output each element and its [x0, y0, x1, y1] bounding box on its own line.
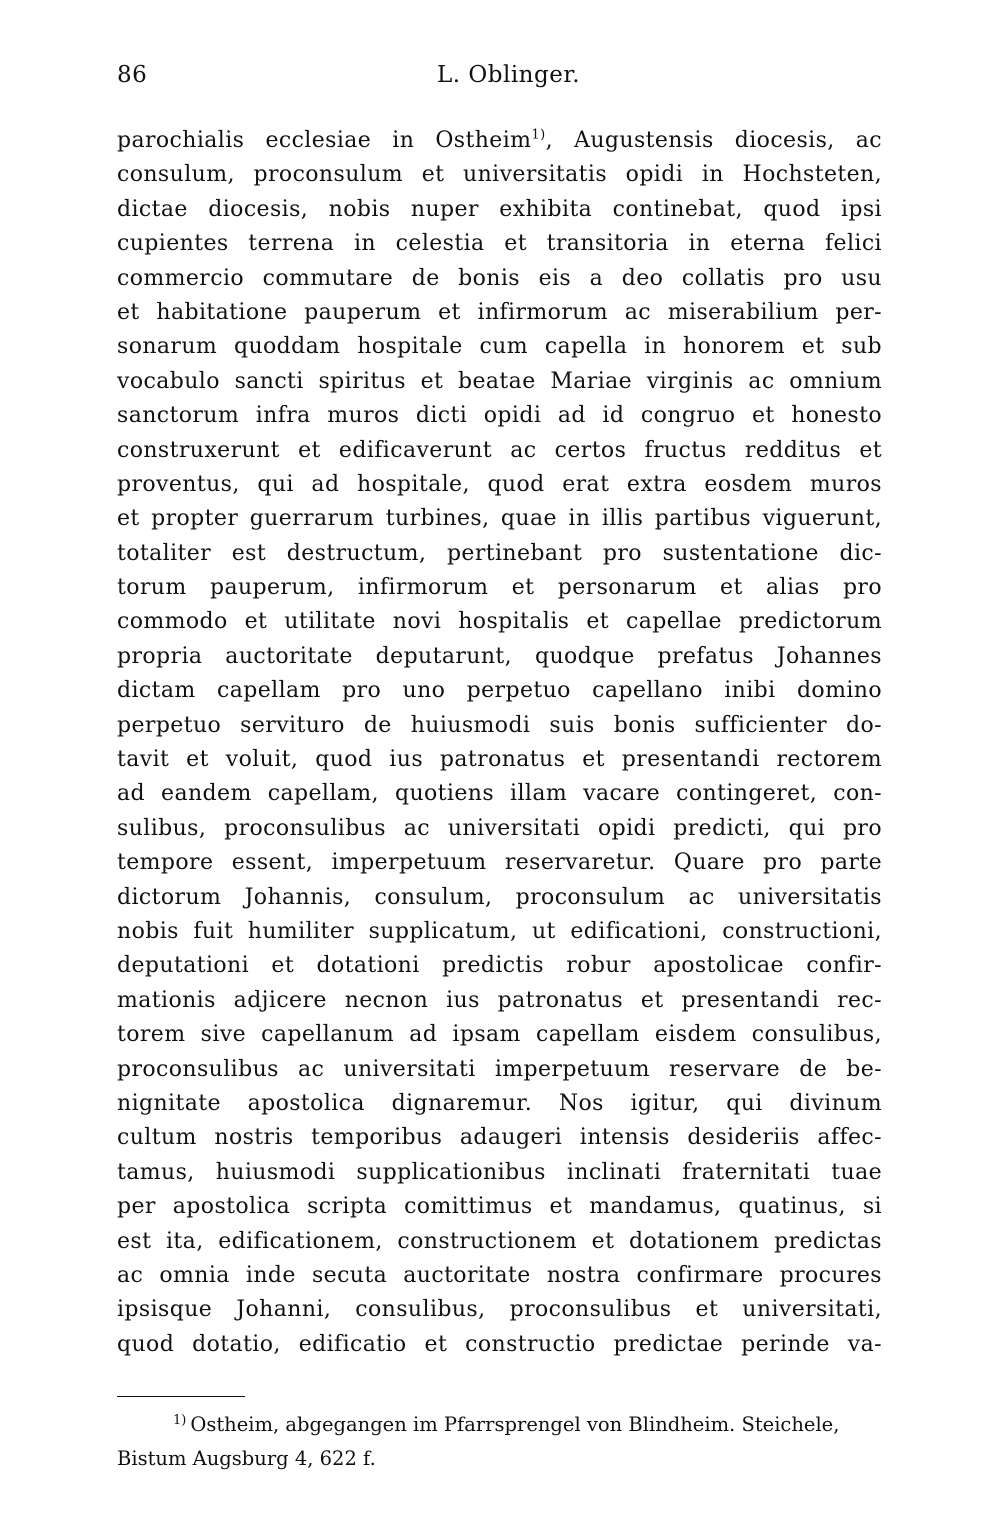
footnote-divider [117, 1396, 245, 1397]
text-line: proconsulibus ac universitati imperpetuum reservare de be- [117, 1056, 882, 1082]
text-line: sanctorum infra muros dicti opidi ad id congruo et honesto [117, 403, 882, 429]
text-line: ipsisque Johanni, consulibus, proconsulibus et universitati, [117, 1297, 882, 1323]
text-line: dictam capellam pro uno perpetuo capellano inibi domino [117, 678, 882, 704]
text-line: sonarum quoddam hospitale cum capella in honorem et sub [117, 334, 882, 360]
text-line: et habitatione pauperum et infirmorum ac miserabilium per- [117, 299, 882, 325]
text-line: propria auctoritate deputarunt, quodque prefatus Johannes [117, 643, 882, 669]
footnote-text: Ostheim, abgegangen im Pfarrsprengel von Blindheim. Steichele, [190, 1413, 840, 1436]
text-line: tamus, huiusmodi supplicationibus inclinati fraternitati tuae [117, 1159, 882, 1185]
running-head-author: L. Oblinger. [437, 62, 581, 88]
text-line: perpetuo servituro de huiusmodi suis bonis sufficienter do- [117, 712, 882, 738]
footnote-marker: 1) [173, 1412, 187, 1428]
text-line: cupientes terrena in celestia et transitoria in eterna felici [117, 231, 882, 257]
text-line: dictae diocesis, nobis nuper exhibita continebat, quod ipsi [117, 196, 882, 222]
text-line: cultum nostris temporibus adaugeri intensis desideriis affec- [117, 1125, 882, 1151]
text-line: tavit et voluit, quod ius patronatus et presentandi rectorem [117, 747, 882, 773]
text-line: est ita, edificationem, constructionem et dotationem predictas [117, 1228, 882, 1254]
text-line: torum pauperum, infirmorum et personarum et alias pro [117, 575, 882, 601]
text-line: per apostolica scripta comittimus et mandamus, quatinus, si [117, 1194, 882, 1220]
text-line: nobis fuit humiliter supplicatum, ut edificationi, constructioni, [117, 918, 882, 944]
text-line: construxerunt et edificaverunt ac certos fructus redditus et [117, 437, 882, 463]
footnote-line-1 [117, 1408, 887, 1442]
text-line-1: parochialis ecclesiae in Ostheim$^{1)}$, Augustensis diocesis, ac [117, 127, 882, 153]
text-line: consulum, proconsulum et universitatis opidi in Hochsteten, [117, 162, 882, 188]
text-line: proventus, qui ad hospitale, quod erat extra eosdem muros [117, 471, 882, 497]
text-line: commercio commutare de bonis eis a deo collatis pro usu [117, 265, 882, 291]
text-line: quod dotatio, edificatio et constructio predictae perinde va- [117, 1331, 882, 1357]
text-line: nignitate apostolica dignaremur. Nos igitur, qui divinum [117, 1090, 882, 1116]
text-line: ad eandem capellam, quotiens illam vacare contingeret, con- [117, 781, 882, 807]
text-line: totaliter est destructum, pertinebant pro sustentatione dic- [117, 540, 882, 566]
text-line: vocabulo sancti spiritus et beatae Mariae virginis ac omnium [117, 368, 882, 394]
footnote-reference[interactable]: 1) [531, 127, 546, 143]
text-line: ac omnia inde secuta auctoritate nostra confirmare procures [117, 1262, 882, 1288]
text-line: tempore essent, imperpetuum reservaretur. Quare pro parte [117, 850, 882, 876]
text-line: mationis adjicere necnon ius patronatus et presentandi rec- [117, 987, 882, 1013]
text-line: commodo et utilitate novi hospitalis et capellae predictorum [117, 609, 882, 635]
text-line: sulibus, proconsulibus ac universitati opidi predicti, qui pro [117, 815, 882, 841]
text-line: dictorum Johannis, consulum, proconsulum ac universitatis [117, 884, 882, 910]
footnote-line-2: Bistum Augsburg 4, 622 f. [117, 1447, 376, 1470]
text-line: deputationi et dotationi predictis robur apostolicae confir- [117, 953, 882, 979]
main-text [117, 124, 882, 1362]
running-head [0, 60, 1000, 96]
text-line: et propter guerrarum turbines, quae in illis partibus viguerunt, [117, 506, 882, 532]
page-number: 86 [117, 62, 148, 88]
footnote [117, 1408, 887, 1476]
text-line: torem sive capellanum ad ipsam capellam eisdem consulibus, [117, 1022, 882, 1048]
